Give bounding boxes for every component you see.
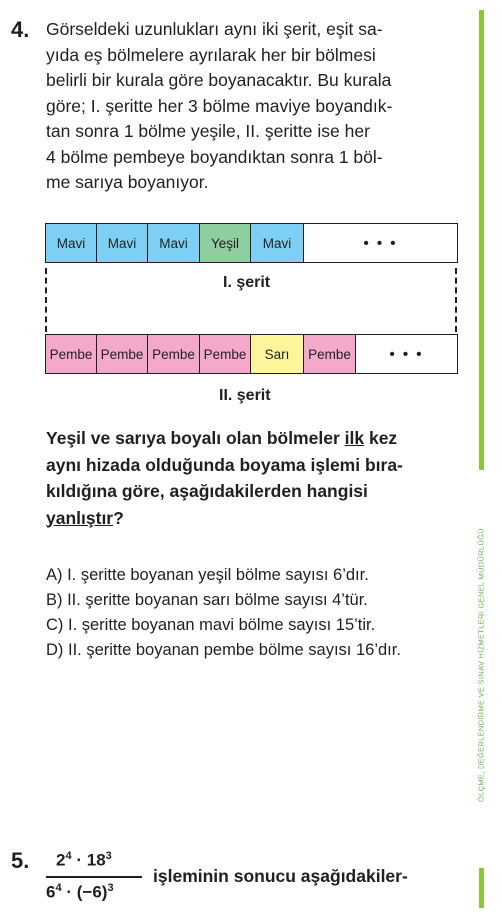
fraction-bar xyxy=(46,876,142,878)
num-dot: · xyxy=(76,850,82,870)
option-b[interactable]: B) II. şeritte boyanan sarı bölme sayısı 4’tür. xyxy=(46,591,368,609)
paragraph-line: me sarıya boyanıyor. xyxy=(46,172,209,192)
prompt-line xyxy=(46,425,460,452)
paragraph-line: tan sonra 1 bölme yeşile, II. şeritte ise her xyxy=(46,121,370,141)
den-exp-1: 4 xyxy=(55,882,62,894)
sidebar-accent-bar xyxy=(479,10,484,470)
paragraph-line: 4 bölme pembeye boyandıktan sonra 1 böl- xyxy=(46,146,383,167)
sidebar-publisher xyxy=(476,475,486,855)
dashed-guide-left xyxy=(45,268,47,332)
num-exp-2: 3 xyxy=(105,850,112,862)
strip-1-cell-mavi: Mavi xyxy=(251,224,304,262)
strip-1-ellipsis: • • • xyxy=(363,234,398,252)
prompt-line: kıldığına göre, aşağıdakilerden hangisi xyxy=(46,481,368,501)
prompt-text: ? xyxy=(113,507,124,528)
question-5-text: işleminin sonucu aşağıdakiler- xyxy=(153,866,408,886)
question-5-number: 5. xyxy=(11,848,30,873)
strip-2-cell-pembe: Pembe xyxy=(46,335,97,373)
num-base-1: 2 xyxy=(56,850,66,870)
strip-2-cell-pembe: Pembe xyxy=(200,335,251,373)
den-base-2: (−6) xyxy=(76,882,108,902)
paragraph-line: Görseldeki uzunlukları aynı iki şerit, eşit sa- xyxy=(46,19,383,39)
num-exp-1: 4 xyxy=(65,850,72,862)
paragraph-line: yıda eş bölmelere ayrılarak her bir bölmesi xyxy=(46,44,376,65)
prompt-underlined-ilk: ilk xyxy=(344,428,365,448)
den-exp-2: 3 xyxy=(107,882,114,894)
strip-2-cell-pembe: Pembe xyxy=(304,335,356,373)
strip-2-cell-pembe: Pembe xyxy=(97,335,148,373)
prompt-text: Yeşil ve sarıya boyalı olan bölmeler xyxy=(46,428,345,448)
strip-1-cell-mavi: Mavi xyxy=(46,224,97,262)
prompt-text: kez xyxy=(364,428,398,448)
option-c[interactable]: C) I. şeritte boyanan mavi bölme sayısı 15’tir. xyxy=(46,616,376,634)
dashed-guide-right xyxy=(455,268,457,332)
question-4-prompt xyxy=(46,425,460,531)
strip-1-cell-mavi: Mavi xyxy=(97,224,148,262)
paragraph-line: göre; I. şeritte her 3 bölme maviye boyandık- xyxy=(46,95,393,116)
sidebar-accent-bar-bottom xyxy=(479,868,484,908)
fraction-numerator xyxy=(56,850,112,871)
num-base-2: 18 xyxy=(86,850,106,870)
fraction-denominator xyxy=(46,882,114,903)
strip-2-cell-pembe: Pembe xyxy=(148,335,200,373)
answer-options xyxy=(46,563,401,663)
den-dot: · xyxy=(66,882,72,902)
question-4-number: 4. xyxy=(11,17,30,42)
strip-2-cell-sari: Sarı xyxy=(251,335,304,373)
strip-2-ellipsis: • • • xyxy=(389,345,424,363)
paragraph-line: belirli bir kurala göre boyanacaktır. Bu kurala xyxy=(46,70,392,90)
den-base-1: 6 xyxy=(46,882,56,902)
strip-1-label: I. şerit xyxy=(223,274,271,291)
prompt-underlined-yanlistir: yanlıştır xyxy=(46,507,114,528)
strip-2 xyxy=(45,334,458,374)
prompt-line: aynı hizada olduğunda boyama işlemi bıra- xyxy=(46,454,403,475)
strip-2-label: II. şerit xyxy=(219,387,271,404)
strip-1 xyxy=(45,223,458,263)
strip-1-cell-yesil: Yeşil xyxy=(200,224,251,262)
strip-1-cell-mavi: Mavi xyxy=(148,224,200,262)
prompt-line xyxy=(46,505,460,532)
sidebar-publisher-text: ÖLÇME, DEĞERLENDİRME VE SINAV HİZMETLERİ GENEL MÜDÜRLÜĞÜ xyxy=(476,528,486,802)
question-4-paragraph xyxy=(46,17,458,196)
option-d[interactable]: D) II. şeritte boyanan pembe bölme sayısı 16’dır. xyxy=(46,641,401,659)
option-a[interactable]: A) I. şeritte boyanan yeşil bölme sayısı 6’dır. xyxy=(46,566,369,584)
